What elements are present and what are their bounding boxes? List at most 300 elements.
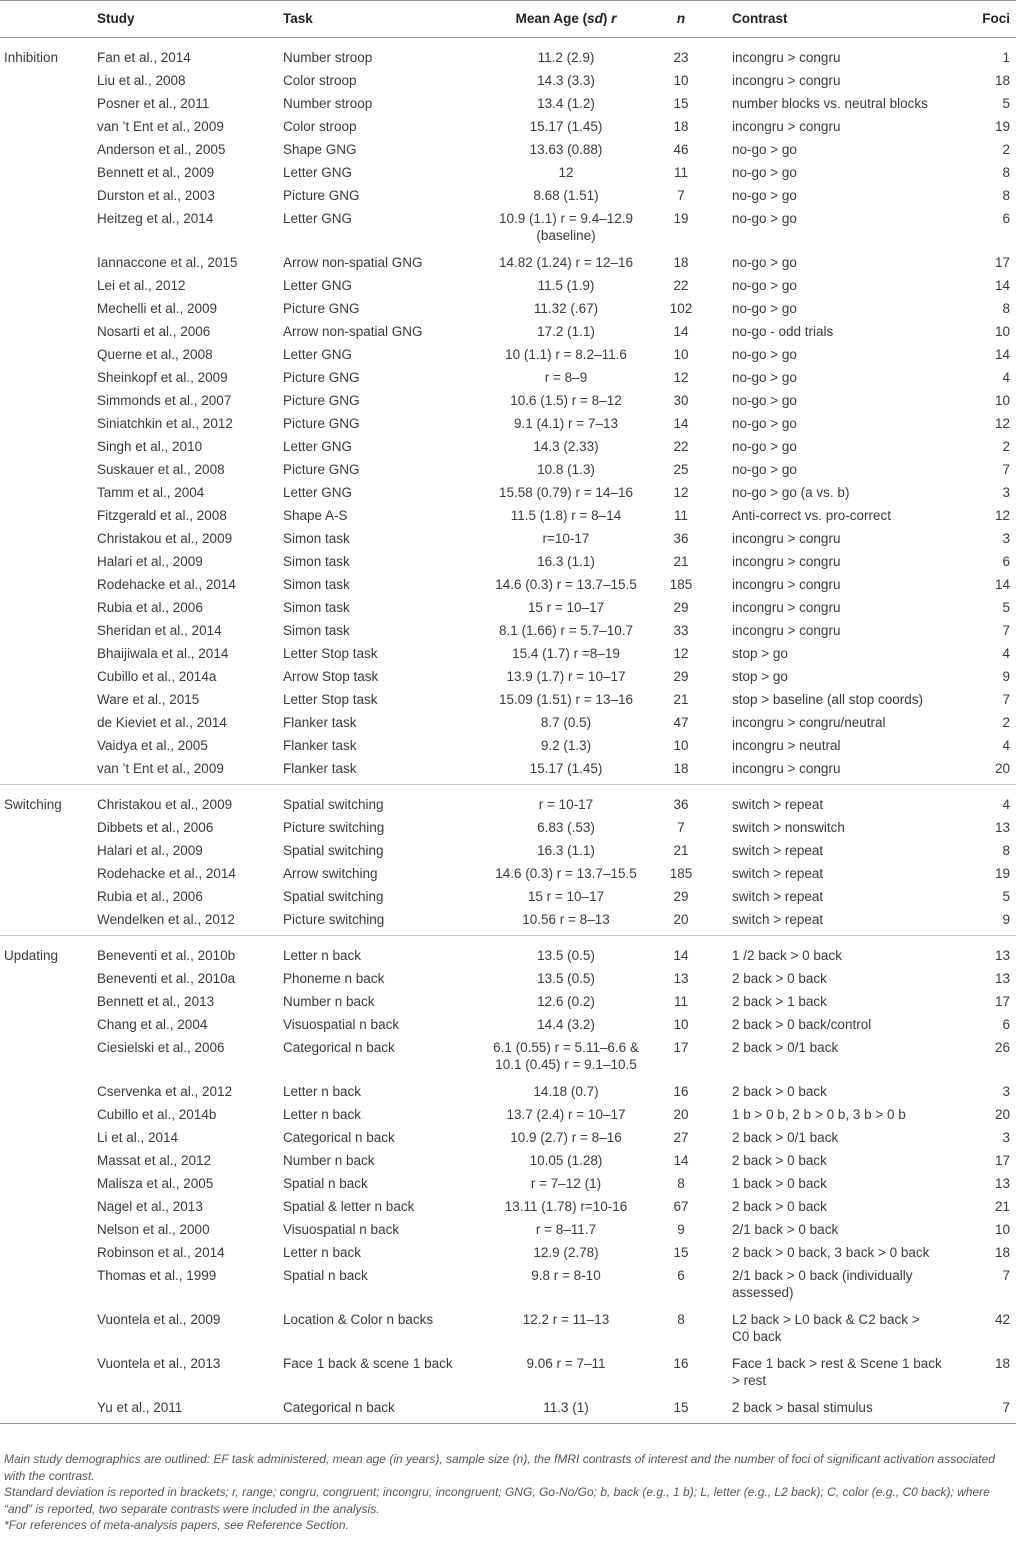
cell-foci: 8 xyxy=(1002,843,1010,858)
table-row xyxy=(0,1078,1016,1101)
table-row xyxy=(0,479,1016,502)
cell-task: Simon task xyxy=(283,623,350,638)
cell-task: Simon task xyxy=(283,554,350,569)
table-row xyxy=(0,571,1016,594)
table-row xyxy=(0,988,1016,1011)
cell-contrast: no-go - odd trials xyxy=(732,324,834,339)
table-row xyxy=(0,1306,1016,1350)
cell-foci: 2 xyxy=(1002,439,1010,454)
cell-n: 14 xyxy=(673,324,689,339)
cell-mean-age: 12.6 (0.2) xyxy=(537,994,595,1009)
table-row xyxy=(0,456,1016,479)
cell-task: Number stroop xyxy=(283,50,373,65)
cell-n: 27 xyxy=(673,1130,689,1145)
table-row xyxy=(0,205,1016,249)
cell-n: 12 xyxy=(673,646,689,661)
cell-foci: 5 xyxy=(1002,96,1010,111)
cell-study: Posner et al., 2011 xyxy=(97,96,210,111)
cell-contrast: Face 1 back > rest & Scene 1 back > rest xyxy=(732,1356,942,1388)
cell-study: Christakou et al., 2009 xyxy=(97,797,233,812)
cell-n: 7 xyxy=(677,820,685,835)
cell-foci: 18 xyxy=(994,1245,1010,1260)
cell-mean-age: 8.68 (1.51) xyxy=(533,188,599,203)
cell-study: Querne et al., 2008 xyxy=(97,347,213,362)
cell-task: Letter GNG xyxy=(283,278,353,293)
cell-n: 22 xyxy=(673,439,689,454)
table-row xyxy=(0,1350,1016,1394)
cell-n: 6 xyxy=(677,1268,685,1283)
cell-foci: 12 xyxy=(994,508,1010,523)
table-row xyxy=(0,272,1016,295)
cell-contrast: switch > repeat xyxy=(732,797,824,812)
cell-study: Sheridan et al., 2014 xyxy=(97,623,222,638)
cell-mean-age: 11.5 (1.8) r = 8–14 xyxy=(510,508,622,523)
cell-n: 29 xyxy=(673,669,689,684)
cell-mean-age: 15.09 (1.51) r = 13–16 xyxy=(499,692,633,707)
cell-contrast: incongru > congru xyxy=(732,531,841,546)
header-age-prefix: Mean Age ( xyxy=(515,11,588,26)
table-row xyxy=(0,617,1016,640)
cell-foci: 4 xyxy=(1002,646,1010,661)
cell-foci: 10 xyxy=(994,1222,1010,1237)
cell-mean-age: 6.83 (.53) xyxy=(537,820,595,835)
cell-foci: 20 xyxy=(994,761,1010,776)
cell-contrast: 2 back > basal stimulus xyxy=(732,1400,873,1415)
cell-study: Ware et al., 2015 xyxy=(97,692,200,707)
cell-task: Face 1 back & scene 1 back xyxy=(283,1356,453,1371)
cell-task: Number stroop xyxy=(283,96,373,111)
cell-foci: 7 xyxy=(1002,462,1010,477)
table-row xyxy=(0,249,1016,272)
cell-mean-age: 9.1 (4.1) r = 7–13 xyxy=(514,416,618,431)
cell-mean-age: 13.63 (0.88) xyxy=(529,142,603,157)
cell-contrast: no-go > go xyxy=(732,165,797,180)
cell-study: Siniatchkin et al., 2012 xyxy=(97,416,233,431)
cell-task: Letter GNG xyxy=(283,211,353,226)
table-row xyxy=(0,860,1016,883)
cell-task: Arrow non-spatial GNG xyxy=(283,255,423,270)
cell-mean-age: 16.3 (1.1) xyxy=(537,554,595,569)
cell-mean-age: 14.6 (0.3) r = 13.7–15.5 xyxy=(495,866,637,881)
cell-n: 15 xyxy=(673,96,689,111)
cell-mean-age: 11.3 (1) xyxy=(543,1400,589,1415)
cell-n: 7 xyxy=(677,188,685,203)
table-row xyxy=(0,548,1016,571)
cell-contrast: no-go > go xyxy=(732,211,797,226)
cell-n: 14 xyxy=(673,1153,689,1168)
table-bottom-rule xyxy=(0,1423,1016,1424)
cell-n: 185 xyxy=(669,577,693,592)
table-row xyxy=(0,640,1016,663)
cell-contrast: 2 back > 0 back xyxy=(732,1084,827,1099)
cell-study: Singh et al., 2010 xyxy=(97,439,203,454)
cell-study: Yu et al., 2011 xyxy=(97,1400,183,1415)
cell-n: 33 xyxy=(673,623,689,638)
cell-contrast: incongru > congru xyxy=(732,50,841,65)
table-row xyxy=(0,159,1016,182)
cell-mean-age: 14.4 (3.2) xyxy=(537,1017,595,1032)
table-row xyxy=(0,883,1016,906)
cell-task: Spatial switching xyxy=(283,889,384,904)
cell-contrast: incongru > congru xyxy=(732,73,841,88)
cell-foci: 14 xyxy=(994,347,1010,362)
table-row xyxy=(0,942,1016,965)
cell-task: Categorical n back xyxy=(283,1040,395,1055)
group-separator xyxy=(0,935,1016,936)
cell-study: Durston et al., 2003 xyxy=(97,188,215,203)
cell-task: Simon task xyxy=(283,531,350,546)
cell-study: Suskauer et al., 2008 xyxy=(97,462,225,477)
table-row xyxy=(0,341,1016,364)
table-row xyxy=(0,502,1016,525)
cell-mean-age: 12.9 (2.78) xyxy=(533,1245,599,1260)
header-age-sd: sd xyxy=(587,11,603,26)
cell-n: 30 xyxy=(673,393,689,408)
cell-mean-age: 15.58 (0.79) r = 14–16 xyxy=(499,485,633,500)
cell-foci: 9 xyxy=(1002,669,1010,684)
cell-task: Color stroop xyxy=(283,119,357,134)
cell-contrast: no-go > go xyxy=(732,439,797,454)
header-mean-age xyxy=(466,11,666,26)
cell-foci: 19 xyxy=(994,119,1010,134)
cell-n: 20 xyxy=(673,1107,689,1122)
cell-study: Cservenka et al., 2012 xyxy=(97,1084,233,1099)
cell-mean-age: 13.11 (1.78) r=10-16 xyxy=(504,1199,628,1214)
cell-mean-age: 15.17 (1.45) xyxy=(529,761,603,776)
cell-n: 10 xyxy=(673,1017,689,1032)
cell-mean-age: 15.17 (1.45) xyxy=(529,119,603,134)
cell-contrast: switch > nonswitch xyxy=(732,820,845,835)
table-row xyxy=(0,1147,1016,1170)
cell-mean-age: 15 r = 10–17 xyxy=(527,889,605,904)
cell-n: 18 xyxy=(673,119,689,134)
cell-foci: 7 xyxy=(1002,1400,1010,1415)
cell-task: Spatial switching xyxy=(283,843,384,858)
table-row xyxy=(0,1394,1016,1417)
cell-mean-age: 8.7 (0.5) xyxy=(540,715,592,730)
cell-n: 47 xyxy=(673,715,689,730)
cell-mean-age: 10.6 (1.5) r = 8–12 xyxy=(510,393,622,408)
cell-n: 21 xyxy=(673,843,689,858)
footnote-references: *For references of meta-analysis papers, see Reference Section. xyxy=(4,1518,349,1532)
cell-contrast: no-go > go xyxy=(732,393,797,408)
cell-foci: 21 xyxy=(994,1199,1010,1214)
cell-task: Location & Color n backs xyxy=(283,1312,434,1327)
cell-task: Spatial n back xyxy=(283,1268,368,1283)
table-row xyxy=(0,663,1016,686)
cell-foci: 17 xyxy=(994,1153,1010,1168)
cell-task: Arrow non-spatial GNG xyxy=(283,324,423,339)
table-row xyxy=(0,525,1016,548)
cell-study: Robinson et al., 2014 xyxy=(97,1245,225,1260)
cell-contrast: 2 back > 0/1 back xyxy=(732,1040,839,1055)
cell-task: Picture switching xyxy=(283,912,385,927)
cell-study: Massat et al., 2012 xyxy=(97,1153,212,1168)
cell-study: Anderson et al., 2005 xyxy=(97,142,226,157)
table-row xyxy=(0,67,1016,90)
cell-contrast: no-go > go xyxy=(732,347,797,362)
cell-mean-age: 10.05 (1.28) xyxy=(529,1153,603,1168)
table-row xyxy=(0,364,1016,387)
cell-task: Visuospatial n back xyxy=(283,1222,400,1237)
table-row xyxy=(0,113,1016,136)
cell-foci: 1 xyxy=(1002,50,1010,65)
cell-contrast: 2 back > 0/1 back xyxy=(732,1130,839,1145)
cell-n: 8 xyxy=(677,1312,685,1327)
cell-n: 11 xyxy=(673,994,688,1009)
cell-contrast: 2/1 back > 0 back (individually assessed) xyxy=(732,1268,913,1300)
cell-n: 36 xyxy=(673,531,689,546)
cell-study: Nosarti et al., 2006 xyxy=(97,324,211,339)
cell-task: Spatial n back xyxy=(283,1176,368,1191)
cell-n: 21 xyxy=(673,692,689,707)
cell-study: Heitzeg et al., 2014 xyxy=(97,211,214,226)
cell-mean-age: r = 10-17 xyxy=(538,797,594,812)
group-label: Switching xyxy=(4,797,62,812)
cell-foci: 14 xyxy=(994,278,1010,293)
cell-mean-age: 10.56 r = 8–13 xyxy=(522,912,610,927)
cell-task: Letter n back xyxy=(283,1107,362,1122)
cell-task: Letter Stop task xyxy=(283,646,378,661)
cell-contrast: Anti-correct vs. pro-correct xyxy=(732,508,892,523)
table-row xyxy=(0,295,1016,318)
cell-task: Arrow switching xyxy=(283,866,378,881)
cell-n: 102 xyxy=(669,301,693,316)
cell-study: Bennett et al., 2009 xyxy=(97,165,215,180)
group-separator xyxy=(0,784,1016,785)
cell-foci: 13 xyxy=(994,820,1010,835)
cell-mean-age: 14.3 (2.33) xyxy=(533,439,599,454)
cell-study: Nelson et al., 2000 xyxy=(97,1222,210,1237)
cell-study: Vaidya et al., 2005 xyxy=(97,738,208,753)
cell-mean-age: 10.8 (1.3) xyxy=(537,462,595,477)
cell-contrast: no-go > go xyxy=(732,416,797,431)
table-row xyxy=(0,1170,1016,1193)
cell-n: 46 xyxy=(673,142,689,157)
cell-foci: 18 xyxy=(994,73,1010,88)
header-n-text: n xyxy=(676,11,686,26)
cell-mean-age: 14.82 (1.24) r = 12–16 xyxy=(499,255,633,270)
cell-contrast: stop > go xyxy=(732,646,788,661)
cell-contrast: no-go > go xyxy=(732,255,797,270)
cell-study: Bhaijiwala et al., 2014 xyxy=(97,646,229,661)
cell-study: Beneventi et al., 2010a xyxy=(97,971,236,986)
cell-foci: 6 xyxy=(1002,211,1010,226)
header-foci: Foci xyxy=(982,11,1010,26)
cell-n: 67 xyxy=(673,1199,689,1214)
table-row xyxy=(0,732,1016,755)
cell-n: 10 xyxy=(673,738,689,753)
cell-study: Christakou et al., 2009 xyxy=(97,531,233,546)
cell-foci: 7 xyxy=(1002,692,1010,707)
cell-mean-age: 11.5 (1.9) xyxy=(537,278,595,293)
cell-contrast: no-go > go xyxy=(732,188,797,203)
cell-study: Vuontela et al., 2013 xyxy=(97,1356,221,1371)
table-row xyxy=(0,136,1016,159)
cell-mean-age: r = 8–11.7 xyxy=(535,1222,597,1237)
table-row xyxy=(0,1011,1016,1034)
header-task: Task xyxy=(283,11,313,26)
cell-task: Categorical n back xyxy=(283,1400,395,1415)
cell-mean-age: r=10-17 xyxy=(542,531,590,546)
cell-n: 17 xyxy=(673,1040,689,1055)
table-row xyxy=(0,90,1016,113)
cell-mean-age: 12.2 r = 11–13 xyxy=(522,1312,610,1327)
cell-study: Li et al., 2014 xyxy=(97,1130,179,1145)
cell-contrast: no-go > go xyxy=(732,142,797,157)
cell-foci: 42 xyxy=(994,1312,1010,1327)
cell-task: Spatial & letter n back xyxy=(283,1199,415,1214)
cell-task: Letter n back xyxy=(283,1084,362,1099)
cell-contrast: 2/1 back > 0 back xyxy=(732,1222,839,1237)
cell-n: 21 xyxy=(673,554,689,569)
cell-foci: 4 xyxy=(1002,797,1010,812)
footnote-main: Main study demographics are outlined: EF task administered, mean age (in years), sample size (n), the fMRI contrasts of interest and the number of foci of significant activation associated with the contrast. xyxy=(4,1452,995,1483)
cell-mean-age: 9.06 r = 7–11 xyxy=(526,1356,606,1371)
header-n xyxy=(656,11,706,26)
cell-contrast: incongru > congru xyxy=(732,761,841,776)
cell-study: Halari et al., 2009 xyxy=(97,554,203,569)
cell-foci: 6 xyxy=(1002,554,1010,569)
cell-study: van ’t Ent et al., 2009 xyxy=(97,119,224,134)
cell-n: 8 xyxy=(677,1176,685,1191)
cell-mean-age: r = 8–9 xyxy=(544,370,588,385)
cell-n: 12 xyxy=(673,485,689,500)
cell-study: Halari et al., 2009 xyxy=(97,843,203,858)
cell-contrast: 1 back > 0 back xyxy=(732,1176,827,1191)
cell-study: Dibbets et al., 2006 xyxy=(97,820,214,835)
cell-mean-age: 13.9 (1.7) r = 10–17 xyxy=(506,669,626,684)
cell-n: 36 xyxy=(673,797,689,812)
cell-contrast: switch > repeat xyxy=(732,912,824,927)
cell-mean-age: 11.2 (2.9) xyxy=(537,50,595,65)
table-row xyxy=(0,318,1016,341)
cell-task: Number n back xyxy=(283,1153,375,1168)
cell-study: van ’t Ent et al., 2009 xyxy=(97,761,224,776)
cell-n: 16 xyxy=(673,1356,689,1371)
cell-task: Phoneme n back xyxy=(283,971,385,986)
cell-foci: 5 xyxy=(1002,600,1010,615)
cell-mean-age: 11.32 (.67) xyxy=(533,301,599,316)
cell-n: 18 xyxy=(673,255,689,270)
cell-mean-age: 10 (1.1) r = 8.2–11.6 xyxy=(505,347,627,362)
cell-foci: 4 xyxy=(1002,738,1010,753)
cell-mean-age: 15 r = 10–17 xyxy=(527,600,605,615)
cell-task: Flanker task xyxy=(283,715,357,730)
cell-foci: 8 xyxy=(1002,301,1010,316)
cell-foci: 19 xyxy=(994,866,1010,881)
cell-mean-age: 14.6 (0.3) r = 13.7–15.5 xyxy=(495,577,637,592)
cell-task: Picture switching xyxy=(283,820,385,835)
cell-study: Beneventi et al., 2010b xyxy=(97,948,236,963)
cell-task: Picture GNG xyxy=(283,393,360,408)
table-row xyxy=(0,755,1016,778)
group-label: Updating xyxy=(4,948,59,963)
cell-task: Spatial switching xyxy=(283,797,384,812)
table-row xyxy=(0,1034,1016,1078)
cell-foci: 13 xyxy=(994,971,1010,986)
cell-n: 15 xyxy=(673,1245,689,1260)
cell-n: 23 xyxy=(673,50,689,65)
cell-task: Number n back xyxy=(283,994,375,1009)
cell-contrast: 2 back > 0 back, 3 back > 0 back xyxy=(732,1245,930,1260)
cell-n: 10 xyxy=(673,73,689,88)
header-age-mid: ) xyxy=(602,11,612,26)
cell-study: Sheinkopf et al., 2009 xyxy=(97,370,228,385)
cell-study: Rubia et al., 2006 xyxy=(97,889,203,904)
cell-foci: 13 xyxy=(994,948,1010,963)
cell-n: 14 xyxy=(673,948,689,963)
cell-foci: 3 xyxy=(1002,531,1010,546)
cell-study: Simmonds et al., 2007 xyxy=(97,393,232,408)
cell-n: 15 xyxy=(673,1400,689,1415)
cell-contrast: stop > go xyxy=(732,669,788,684)
table-row xyxy=(0,837,1016,860)
table-row xyxy=(0,1262,1016,1306)
cell-contrast: L2 back > L0 back & C2 back > C0 back xyxy=(732,1312,920,1344)
cell-contrast: incongru > congru xyxy=(732,623,841,638)
cell-n: 10 xyxy=(673,347,689,362)
cell-mean-age: r = 7–12 (1) xyxy=(530,1176,602,1191)
cell-contrast: no-go > go xyxy=(732,462,797,477)
cell-study: Wendelken et al., 2012 xyxy=(97,912,235,927)
cell-study: Ciesielski et al., 2006 xyxy=(97,1040,225,1055)
cell-task: Shape A-S xyxy=(283,508,348,523)
table-footnotes xyxy=(4,1451,1012,1534)
cell-mean-age: 13.5 (0.5) xyxy=(537,948,595,963)
cell-n: 13 xyxy=(673,971,689,986)
cell-mean-age: 10.9 (2.7) r = 8–16 xyxy=(510,1130,622,1145)
cell-contrast: 2 back > 0 back xyxy=(732,971,827,986)
cell-n: 19 xyxy=(673,211,689,226)
cell-foci: 14 xyxy=(994,577,1010,592)
cell-foci: 8 xyxy=(1002,165,1010,180)
cell-contrast: 2 back > 0 back xyxy=(732,1199,827,1214)
cell-foci: 3 xyxy=(1002,1084,1010,1099)
cell-n: 29 xyxy=(673,600,689,615)
header-contrast: Contrast xyxy=(732,11,788,26)
cell-study: Nagel et al., 2013 xyxy=(97,1199,203,1214)
cell-contrast: switch > repeat xyxy=(732,889,824,904)
table-row xyxy=(0,1239,1016,1262)
cell-contrast: 1 b > 0 b, 2 b > 0 b, 3 b > 0 b xyxy=(732,1107,906,1122)
cell-foci: 10 xyxy=(994,393,1010,408)
cell-mean-age: 9.2 (1.3) xyxy=(540,738,592,753)
cell-study: Chang et al., 2004 xyxy=(97,1017,208,1032)
header-study: Study xyxy=(97,11,135,26)
cell-contrast: no-go > go xyxy=(732,301,797,316)
cell-foci: 17 xyxy=(994,994,1010,1009)
table-row xyxy=(0,433,1016,456)
table-body xyxy=(0,44,1016,1417)
cell-foci: 2 xyxy=(1002,715,1010,730)
cell-n: 18 xyxy=(673,761,689,776)
table-row xyxy=(0,410,1016,433)
table-row xyxy=(0,709,1016,732)
cell-task: Simon task xyxy=(283,577,350,592)
cell-foci: 3 xyxy=(1002,1130,1010,1145)
cell-task: Picture GNG xyxy=(283,416,360,431)
cell-contrast: incongru > congru xyxy=(732,577,841,592)
cell-contrast: incongru > neutral xyxy=(732,738,841,753)
table-row xyxy=(0,791,1016,814)
cell-mean-age: 12 xyxy=(558,165,574,180)
table-row xyxy=(0,906,1016,929)
cell-n: 25 xyxy=(673,462,689,477)
cell-n: 185 xyxy=(669,866,693,881)
table-row xyxy=(0,182,1016,205)
cell-n: 11 xyxy=(673,165,688,180)
